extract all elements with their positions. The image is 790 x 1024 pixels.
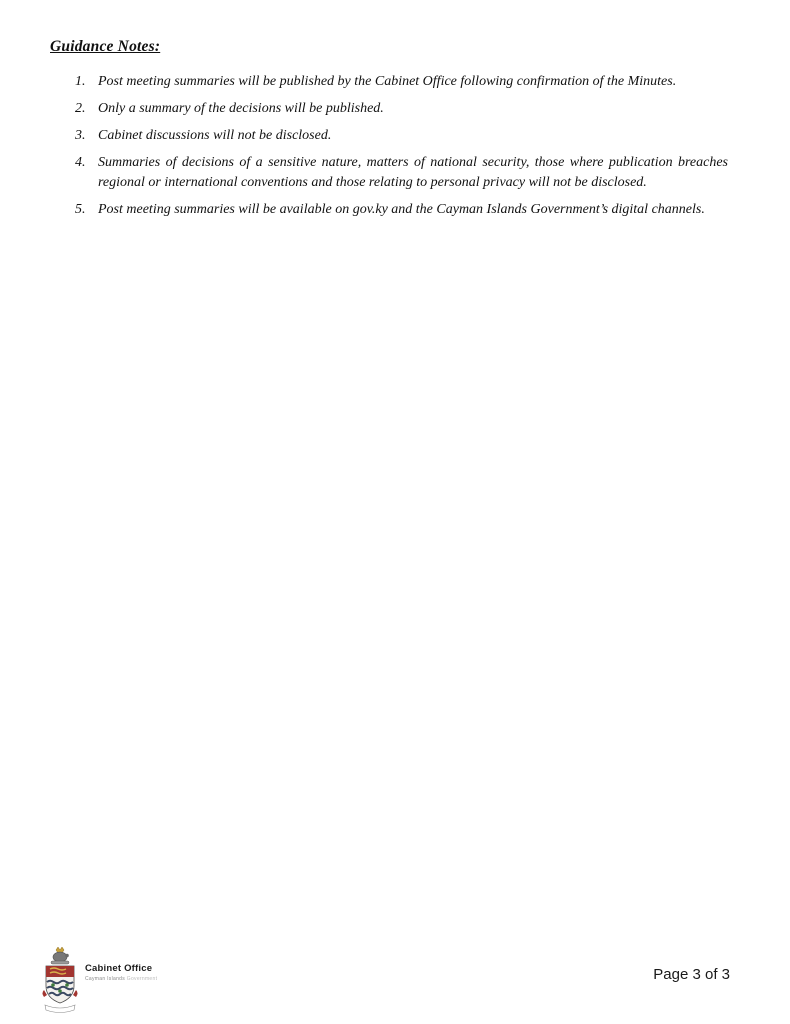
coat-of-arms-icon: [40, 946, 80, 1016]
list-item-text: Cabinet discussions will not be disclosed.: [98, 128, 332, 143]
page-number: Page 3 of 3: [653, 966, 730, 983]
list-item-number: 2.: [75, 101, 86, 116]
list-item: [75, 153, 728, 193]
list-item-text: Only a summary of the decisions will be published.: [98, 101, 384, 116]
cayman-coat-of-arms-logo: [40, 946, 80, 1016]
list-item-number: 1.: [75, 74, 86, 89]
org-subtitle-secondary: Government: [125, 976, 158, 982]
list-item-text: Post meeting summaries will be published by the Cabinet Office following confirmation of the Minutes.: [98, 74, 677, 89]
page-title: Guidance Notes:: [50, 38, 161, 55]
list-item-number: 5.: [75, 202, 86, 217]
list-item-text: Summaries of decisions of a sensitive nature, matters of national security, those where publication breaches regional or international conventions and those relating to personal privacy will not be disclosed.: [98, 155, 728, 190]
footer-org-block: [85, 963, 157, 982]
list-item: [75, 126, 728, 146]
org-subtitle-primary: Cayman Islands: [85, 976, 126, 982]
list-item: [75, 200, 728, 220]
guidance-notes-list: [50, 72, 728, 220]
list-item-text: Post meeting summaries will be available on gov.ky and the Cayman Islands Government’s digital channels.: [98, 202, 705, 217]
document-body: [50, 38, 728, 227]
list-item: [75, 72, 728, 92]
org-subtitle: [85, 976, 157, 982]
list-item: [75, 99, 728, 119]
org-name: Cabinet Office: [85, 963, 153, 974]
list-item-number: 3.: [75, 128, 86, 143]
list-item-number: 4.: [75, 155, 86, 170]
